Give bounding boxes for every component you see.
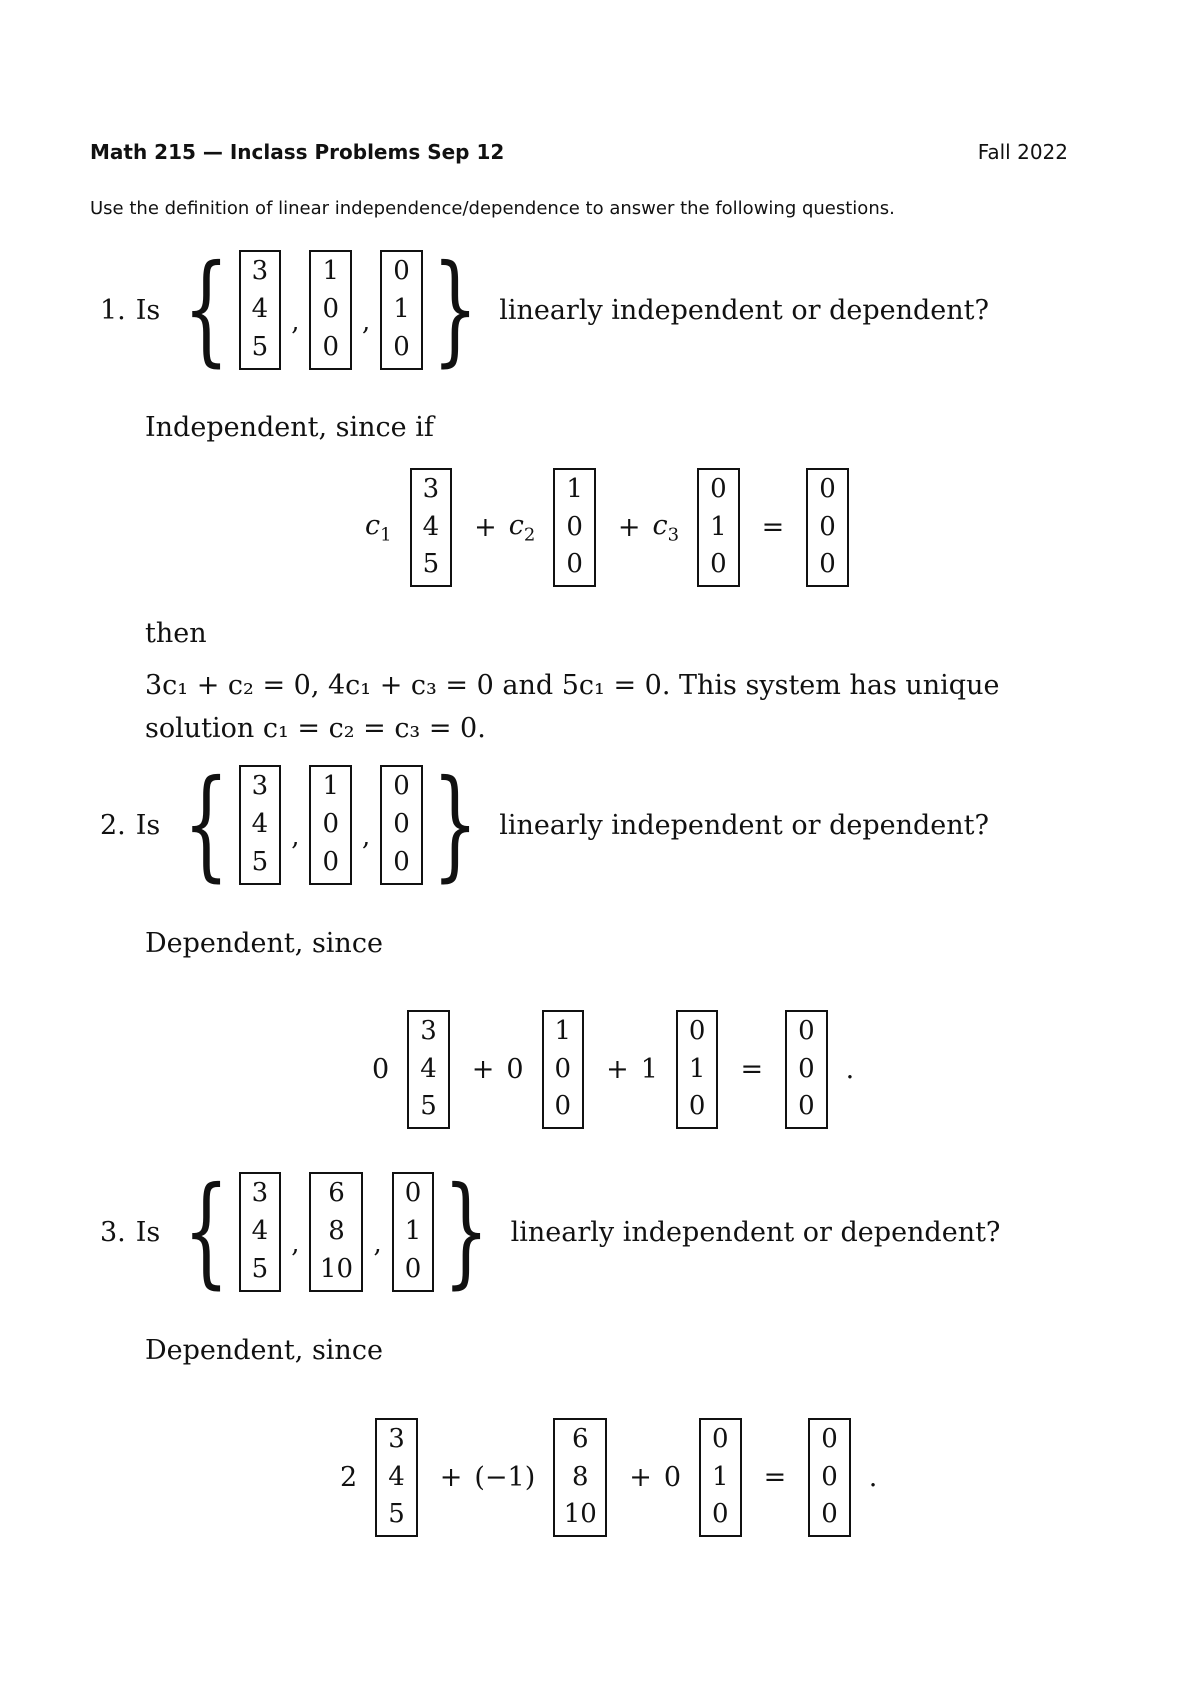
vector-entry: 3: [251, 256, 269, 287]
vector-entry: 0: [798, 1053, 815, 1084]
plus-sign: +: [471, 1054, 495, 1086]
problem-number: 2.: [100, 809, 126, 841]
vector-entry: 0: [404, 1178, 422, 1209]
vector-entry: 6: [571, 1424, 589, 1454]
right-brace: }: [432, 240, 478, 379]
is-word: Is: [135, 294, 161, 326]
vector-entry: 0: [322, 331, 340, 362]
problem-1-question: [100, 240, 989, 379]
result-vector: [785, 1010, 828, 1129]
is-word: Is: [135, 809, 161, 841]
right-brace: }: [443, 1162, 490, 1301]
vector-entry: 0: [821, 1461, 838, 1492]
vector-entry: 0: [554, 1091, 572, 1122]
vector-entry: 1: [554, 1016, 572, 1046]
vector-entry: 4: [388, 1461, 405, 1492]
vector: [392, 1172, 435, 1291]
question-tail: linearly independent or dependent?: [499, 294, 989, 326]
equals-sign: =: [740, 1054, 764, 1086]
question-tail: linearly independent or dependent?: [499, 809, 989, 841]
problem-3-answer: Dependent, since: [145, 1335, 383, 1366]
vector: [699, 1418, 742, 1537]
plus-sign: +: [606, 1054, 629, 1086]
plus-sign: +: [629, 1462, 652, 1494]
vector: [553, 1418, 607, 1537]
result-vector: [806, 468, 849, 587]
coefficient: $c_3$: [652, 509, 680, 546]
vector-entry: 0: [393, 256, 410, 287]
period: .: [845, 1054, 855, 1086]
comma: ,: [362, 822, 371, 852]
vector-entry: 10: [563, 1499, 597, 1530]
instructions: Use the definition of linear independence/dependence to answer the following questions.: [90, 198, 895, 219]
equals-sign: =: [763, 1462, 787, 1494]
vector-entry: 0: [821, 1424, 838, 1454]
vector-entry: 0: [819, 474, 836, 504]
vector: [380, 765, 423, 884]
vector-entry: 6: [328, 1178, 345, 1209]
vector-entry: 1: [393, 294, 410, 325]
is-word: Is: [135, 1216, 161, 1248]
vector-entry: 1: [688, 1053, 706, 1084]
equals-sign: =: [761, 512, 785, 544]
vector-entry: 0: [566, 511, 583, 542]
vector-entry: 3: [251, 1178, 269, 1209]
left-brace: {: [183, 240, 230, 379]
term-label: Fall 2022: [977, 140, 1068, 164]
right-brace: }: [432, 755, 478, 894]
coefficient: (−1): [474, 1462, 536, 1494]
problem-number: 1.: [100, 294, 126, 326]
coefficient: 0: [506, 1054, 524, 1086]
vector-entry: 1: [712, 1461, 729, 1492]
vector-entry: 5: [388, 1499, 405, 1530]
vector: [553, 468, 596, 587]
vector-entry: 0: [712, 1499, 729, 1530]
vector-entry: 0: [322, 809, 340, 840]
vector-entry: 0: [710, 549, 727, 580]
plus-sign: +: [617, 512, 641, 544]
vector: [239, 1172, 282, 1291]
coefficient: 0: [663, 1462, 682, 1494]
vector: [375, 1418, 418, 1537]
vector-entry: 0: [393, 846, 410, 877]
vector-entry: 5: [251, 331, 269, 362]
vector-entry: 0: [393, 331, 410, 362]
vector-entry: 0: [712, 1424, 729, 1454]
vector-entry: 0: [554, 1053, 572, 1084]
vector-entry: 0: [688, 1016, 706, 1046]
problem-2-answer: Dependent, since: [145, 928, 383, 959]
vector-entry: 3: [251, 771, 269, 802]
vector-entry: 4: [420, 1053, 437, 1084]
vector-entry: 1: [404, 1216, 422, 1247]
problem-1-answer: Independent, since if: [145, 412, 434, 443]
vector-entry: 1: [322, 256, 340, 287]
vector-entry: 3: [422, 474, 440, 504]
comma: ,: [362, 307, 371, 337]
vector: [309, 250, 352, 369]
vector-entry: 0: [393, 771, 410, 802]
coefficient: 2: [340, 1462, 358, 1494]
vector-entry: 0: [819, 549, 836, 580]
left-brace: {: [183, 755, 230, 894]
vector-entry: 5: [251, 846, 269, 877]
question-tail: linearly independent or dependent?: [510, 1216, 1001, 1248]
vector-entry: 4: [251, 1216, 269, 1247]
vector-entry: 10: [319, 1253, 354, 1284]
coefficient: 0: [372, 1054, 390, 1086]
vector-entry: 8: [571, 1461, 589, 1492]
vector-entry: 0: [819, 511, 836, 542]
vector: [407, 1010, 450, 1129]
vector: [309, 1172, 363, 1291]
period: .: [868, 1462, 878, 1494]
document-title: Math 215 — Inclass Problems Sep 12: [90, 140, 505, 164]
vector-entry: 0: [566, 549, 583, 580]
vector-entry: 8: [328, 1216, 345, 1247]
problem-2-equation: [372, 1010, 854, 1129]
vector-entry: 0: [710, 474, 727, 504]
vector-entry: 0: [821, 1499, 838, 1530]
comma: ,: [291, 1229, 300, 1259]
vector-entry: 0: [688, 1091, 706, 1122]
comma: ,: [373, 1229, 382, 1259]
vector-entry: 4: [251, 809, 269, 840]
vector-entry: 0: [322, 846, 340, 877]
vector-entry: 3: [420, 1016, 437, 1046]
vector-entry: 1: [322, 771, 340, 802]
vector: [697, 468, 740, 587]
vector-entry: 5: [251, 1253, 269, 1284]
vector: [542, 1010, 585, 1129]
problem-number: 3.: [100, 1216, 126, 1248]
vector-entry: 1: [566, 474, 583, 504]
vector-entry: 4: [422, 511, 440, 542]
coefficient: $c_2$: [508, 509, 536, 546]
vector-entry: 0: [322, 294, 340, 325]
problem-1-solution: solution c₁ = c₂ = c₃ = 0.: [145, 713, 486, 744]
vector-entry: 3: [388, 1424, 405, 1454]
left-brace: {: [183, 1162, 230, 1301]
vector-entry: 0: [798, 1016, 815, 1046]
vector: [380, 250, 423, 369]
vector: [239, 765, 282, 884]
coefficient: $c_1$: [365, 509, 392, 546]
comma: ,: [291, 307, 300, 337]
vector-entry: 0: [798, 1091, 815, 1122]
result-vector: [808, 1418, 851, 1537]
vector: [239, 250, 282, 369]
problem-1-equation: [365, 468, 859, 587]
vector-entry: 4: [251, 294, 269, 325]
vector-entry: 0: [404, 1253, 422, 1284]
vector: [410, 468, 453, 587]
problem-2-question: [100, 755, 989, 894]
vector-entry: 5: [420, 1091, 437, 1122]
problem-1-conclusion: 3c₁ + c₂ = 0, 4c₁ + c₃ = 0 and 5c₁ = 0. This system has unique: [145, 670, 1000, 701]
vector-entry: 0: [393, 809, 410, 840]
coefficient: 1: [640, 1054, 658, 1086]
then-word: then: [145, 618, 207, 649]
plus-sign: +: [439, 1462, 463, 1494]
problem-3-question: [100, 1162, 1001, 1301]
vector-entry: 1: [710, 511, 727, 542]
vector-entry: 5: [422, 549, 440, 580]
comma: ,: [291, 822, 300, 852]
problem-3-equation: [340, 1418, 877, 1537]
vector: [676, 1010, 719, 1129]
plus-sign: +: [474, 512, 497, 544]
vector: [309, 765, 352, 884]
